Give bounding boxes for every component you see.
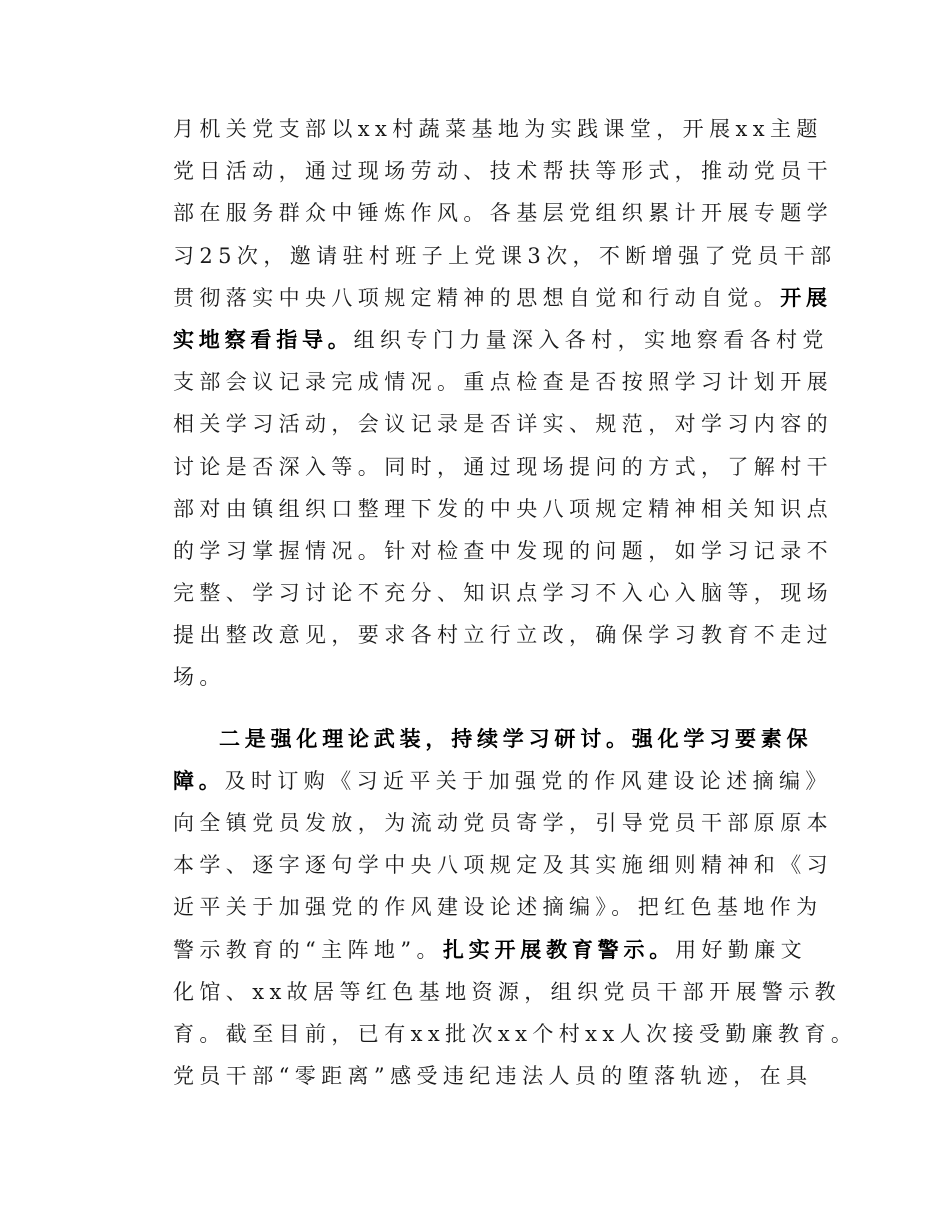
body-text: 向全镇党员发放，为流动党员寄学，引导党员干部原原本	[173, 811, 833, 835]
body-text: 党日活动，通过现场劳动、技术帮扶等形式，推动党员干	[173, 159, 833, 184]
text-line	[173, 361, 833, 403]
text-line	[173, 192, 833, 234]
text-line	[173, 802, 833, 844]
body-text: 党员干部“零距离”感受违纪违法人员的堕落轨迹，在具	[173, 1064, 813, 1089]
bold-heading-text: 二是强化理论武装，持续学习研讨。强化学习要素保	[219, 726, 813, 751]
text-line	[173, 760, 832, 802]
paragraph-gap	[173, 699, 795, 718]
body-text: 用好勤廉文	[675, 937, 808, 962]
text-line	[173, 614, 833, 656]
body-text: 场。	[173, 665, 226, 690]
text-line	[173, 235, 837, 277]
body-text: 月机关党支部以xx村蔬菜基地为实践课堂，开展xx主题	[173, 117, 823, 141]
body-text: 提出整改意见，要求各村立行立改，确保学习教育不走过	[173, 623, 833, 648]
text-line	[173, 656, 795, 698]
bold-heading-text: 开展	[780, 285, 832, 310]
text-line	[173, 1055, 813, 1097]
text-line	[173, 108, 823, 150]
body-text: 的学习掌握情况。针对检查中发现的问题，如学习记录不	[173, 538, 833, 563]
bold-heading-text: 障。	[173, 768, 225, 793]
body-text: 部对由镇组织口整理下发的中央八项规定精神相关知识点	[173, 496, 833, 521]
body-text: 完整、学习讨论不充分、知识点学习不入心入脑等，现场	[173, 581, 833, 606]
text-line	[173, 530, 833, 572]
body-text: 化馆、xx故居等红色基地资源，组织党员干部开展警示教	[173, 979, 842, 1004]
text-line	[173, 150, 833, 192]
body-text: 习25次，邀请驻村班子上党课3次，不断增强了党员干部	[173, 243, 837, 268]
paragraph	[173, 108, 837, 699]
body-text: 本学、逐字逐句学中央八项规定及其实施细则精神和《习	[173, 853, 833, 878]
body-text: 支部会议记录完成情况。重点检查是否按照学习计划开展	[173, 370, 833, 395]
body-text: 近平关于加强党的作风建设论述摘编》。把红色基地作为	[173, 895, 823, 920]
text-line	[173, 572, 833, 614]
body-text: 相关学习活动，会议记录是否详实、规范，对学习内容的	[173, 412, 833, 437]
text-line	[173, 319, 829, 361]
text-line	[173, 971, 842, 1013]
text-line	[173, 1013, 858, 1055]
bold-heading-text: 扎实开展教育警示。	[442, 937, 676, 962]
text-line	[173, 446, 833, 488]
text-line	[173, 403, 833, 445]
text-line	[173, 844, 833, 886]
paragraph	[173, 718, 858, 1098]
text-line	[173, 929, 808, 971]
text-line	[173, 718, 813, 760]
text-line	[173, 886, 823, 928]
text-line	[173, 277, 832, 319]
body-text: 部在服务群众中锤炼作风。各基层党组织累计开展专题学	[173, 201, 833, 226]
document-page	[173, 108, 858, 1097]
body-text: 讨论是否深入等。同时，通过现场提问的方式，了解村干	[173, 454, 833, 479]
text-line	[173, 488, 833, 530]
body-text: 育。截至目前，已有xx批次xx个村xx人次接受勤廉教育。	[173, 1021, 858, 1046]
bold-heading-text: 实地察看指导。	[173, 327, 354, 352]
body-text: 组织专门力量深入各村，实地察看各村党	[353, 327, 829, 352]
body-text: 及时订购《习近平关于加强党的作风建设论述摘编》	[224, 768, 832, 793]
body-text: 贯彻落实中央八项规定精神的思想自觉和行动自觉。	[173, 285, 781, 310]
body-text: 警示教育的“主阵地”。	[173, 937, 443, 962]
